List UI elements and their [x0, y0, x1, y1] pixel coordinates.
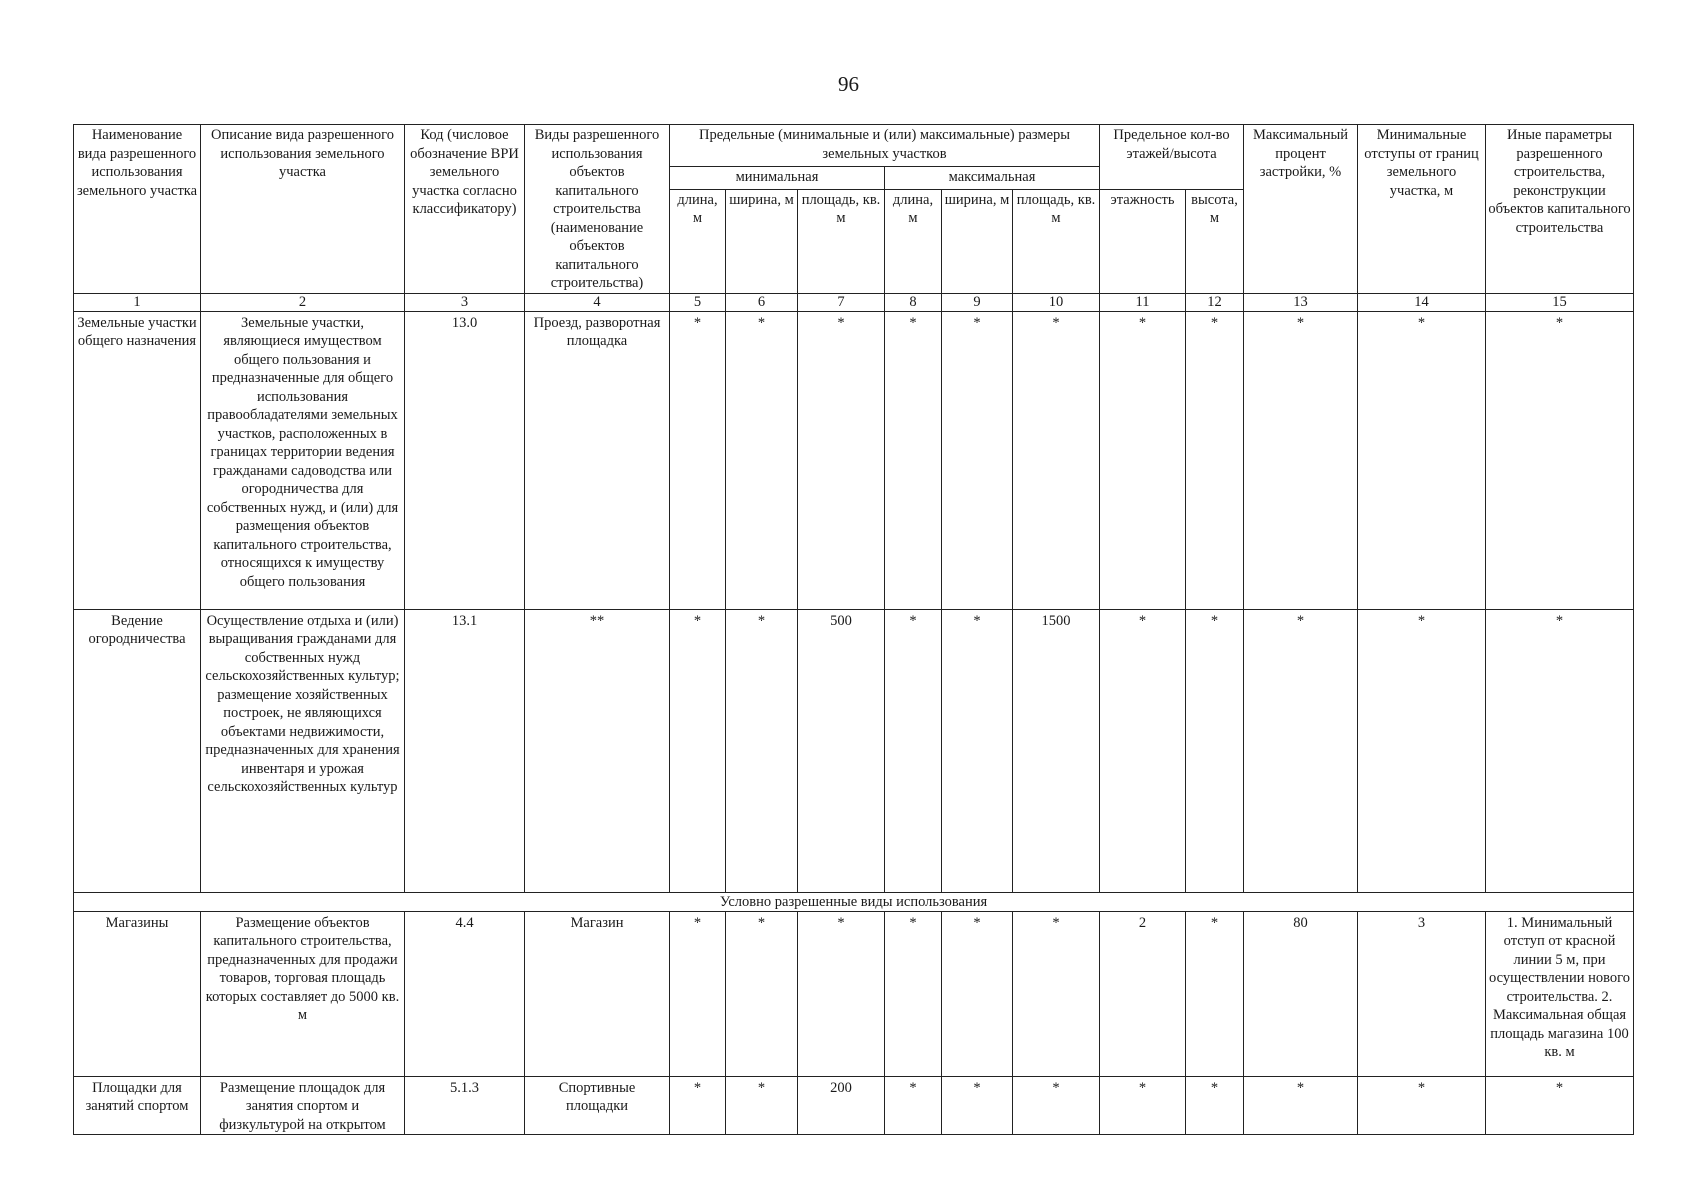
cell-capital-objects: Магазин — [525, 911, 670, 1076]
column-number: 13 — [1244, 293, 1358, 311]
header-height: высота, м — [1186, 189, 1244, 293]
cell-value: * — [1013, 911, 1100, 1076]
table-row — [74, 311, 1634, 609]
cell-value: * — [1013, 311, 1100, 609]
header-max-coverage: Максимальный процент застройки, % — [1244, 125, 1358, 294]
header-capital-objects: Виды разрешенного использования объектов капитального строительства (наименование объектов капитального строительства) — [525, 125, 670, 294]
cell-value: * — [942, 1076, 1013, 1135]
column-number: 6 — [726, 293, 798, 311]
cell-value: * — [1013, 1076, 1100, 1135]
cell-vri-name: Магазины — [74, 911, 201, 1076]
cell-value: * — [1358, 609, 1486, 892]
cell-vri-code: 13.1 — [405, 609, 525, 892]
header-vri-description: Описание вида разрешенного использования земельного участка — [201, 125, 405, 294]
cell-value: * — [726, 911, 798, 1076]
cell-vri-description: Осуществление отдыха и (или) выращивания гражданами для собственных нужд сельскохозяйственных культур; размещение хозяйственных построек, не являющихся объектами недвижимости, предназначенных для хранения инвентаря и урожая сельскохозяйственных культур — [201, 609, 405, 892]
column-number: 2 — [201, 293, 405, 311]
column-number: 12 — [1186, 293, 1244, 311]
cell-value: * — [670, 1076, 726, 1135]
zoning-parameters-table — [73, 124, 1634, 1135]
cell-vri-name: Ведение огородничества — [74, 609, 201, 892]
cell-value: 200 — [798, 1076, 885, 1135]
header-vri-code: Код (числовое обозначение ВРИ земельного участка согласно классификатору) — [405, 125, 525, 294]
column-number: 9 — [942, 293, 1013, 311]
cell-value: * — [942, 911, 1013, 1076]
cell-value: * — [670, 911, 726, 1076]
cell-vri-name: Площадки для занятий спортом — [74, 1076, 201, 1135]
cell-value: 80 — [1244, 911, 1358, 1076]
table-row — [74, 1076, 1634, 1135]
cell-vri-description: Размещение объектов капитального строительства, предназначенных для продажи товаров, торговая площадь которых составляет до 5000 кв. м — [201, 911, 405, 1076]
column-number: 10 — [1013, 293, 1100, 311]
cell-value: * — [1358, 1076, 1486, 1135]
column-number: 3 — [405, 293, 525, 311]
header-max-length: длина, м — [885, 189, 942, 293]
cell-value: 1500 — [1013, 609, 1100, 892]
cell-value: * — [1186, 1076, 1244, 1135]
cell-value: * — [1100, 609, 1186, 892]
cell-value: * — [1100, 1076, 1186, 1135]
column-number: 1 — [74, 293, 201, 311]
table-row — [74, 609, 1634, 892]
column-number: 8 — [885, 293, 942, 311]
header-max-area: площадь, кв. м — [1013, 189, 1100, 293]
cell-value: 3 — [1358, 911, 1486, 1076]
cell-vri-description: Размещение площадок для занятия спортом и физкультурой на открытом — [201, 1076, 405, 1135]
header-vri-name: Наименование вида разрешенного использования земельного участка — [74, 125, 201, 294]
cell-vri-code: 13.0 — [405, 311, 525, 609]
column-number: 4 — [525, 293, 670, 311]
cell-value: * — [1186, 311, 1244, 609]
cell-value: * — [726, 311, 798, 609]
header-min-length: длина, м — [670, 189, 726, 293]
cell-capital-objects: Проезд, разворотная площадка — [525, 311, 670, 609]
column-number: 5 — [670, 293, 726, 311]
header-min-setbacks: Минимальные отступы от границ земельного участка, м — [1358, 125, 1486, 294]
cell-value: * — [670, 609, 726, 892]
header-other-parameters: Иные параметры разрешенного строительства, реконструкции объектов капитального строительства — [1486, 125, 1634, 294]
cell-value: * — [1486, 311, 1634, 609]
header-max-width: ширина, м — [942, 189, 1013, 293]
table-row — [74, 911, 1634, 1076]
cell-vri-name: Земельные участки общего назначения — [74, 311, 201, 609]
cell-vri-description: Земельные участки, являющиеся имуществом общего пользования и предназначенные для общего использования правообладателями земельных участков, расположенных в границах территории ведения гражданами садоводства или огородничества для собственных нужд, и (или) для размещения объектов капитального строительства, относящихся к имуществу общего пользования — [201, 311, 405, 609]
cell-value: * — [798, 311, 885, 609]
header-plot-size-limits: Предельные (минимальные и (или) максимальные) размеры земельных участков — [670, 125, 1100, 167]
column-number-row — [74, 293, 1634, 311]
cell-value: * — [1244, 609, 1358, 892]
table-header-row — [74, 125, 1634, 167]
cell-value: * — [1244, 1076, 1358, 1135]
cell-capital-objects: ** — [525, 609, 670, 892]
section-row — [74, 892, 1634, 911]
cell-value: * — [1486, 609, 1634, 892]
cell-value: 2 — [1100, 911, 1186, 1076]
header-min-width: ширина, м — [726, 189, 798, 293]
column-number: 15 — [1486, 293, 1634, 311]
cell-value: * — [1100, 311, 1186, 609]
header-minimum: минимальная — [670, 167, 885, 189]
header-min-area: площадь, кв. м — [798, 189, 885, 293]
cell-value: * — [942, 311, 1013, 609]
section-title: Условно разрешенные виды использования — [74, 892, 1634, 911]
cell-value: * — [1244, 311, 1358, 609]
cell-vri-code: 4.4 — [405, 911, 525, 1076]
cell-vri-code: 5.1.3 — [405, 1076, 525, 1135]
cell-value: * — [798, 911, 885, 1076]
cell-value: 500 — [798, 609, 885, 892]
column-number: 11 — [1100, 293, 1186, 311]
cell-value: * — [1486, 1076, 1634, 1135]
cell-value: * — [726, 1076, 798, 1135]
cell-value: * — [885, 609, 942, 892]
page-number: 96 — [838, 72, 859, 96]
cell-value: * — [1186, 911, 1244, 1076]
header-floors: этажность — [1100, 189, 1186, 293]
header-floors-height: Предельное кол-во этажей/высота — [1100, 125, 1244, 190]
cell-value: * — [885, 311, 942, 609]
cell-value: 1. Минимальный отступ от красной линии 5 м, при осуществлении нового строительства. 2. Максимальная общая площадь магазина 100 кв. м — [1486, 911, 1634, 1076]
header-maximum: максимальная — [885, 167, 1100, 189]
cell-value: * — [726, 609, 798, 892]
cell-value: * — [942, 609, 1013, 892]
column-number: 14 — [1358, 293, 1486, 311]
column-number: 7 — [798, 293, 885, 311]
cell-value: * — [670, 311, 726, 609]
cell-value: * — [1186, 609, 1244, 892]
cell-value: * — [1358, 311, 1486, 609]
cell-value: * — [885, 1076, 942, 1135]
cell-capital-objects: Спортивные площадки — [525, 1076, 670, 1135]
cell-value: * — [885, 911, 942, 1076]
